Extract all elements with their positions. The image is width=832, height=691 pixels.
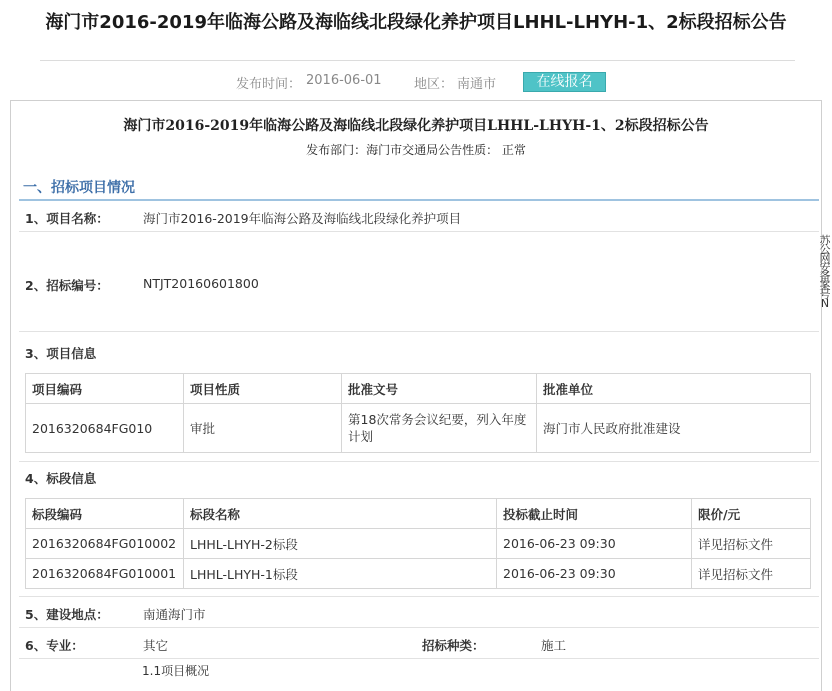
online-signup-button[interactable]: 在线报名 [523,72,606,92]
project-name-label: 1、项目名称： [25,211,109,226]
table-row [26,529,811,559]
row-divider [19,596,819,597]
document-subtitle: 发布部门：海门市交通局公告性质： 正常 [306,143,526,157]
location: 南通海门市 [143,607,206,622]
table-header: 批准文号 [342,374,537,404]
table-cell: 2016-06-23 09:30 [497,529,692,559]
publish-time-label: 发布时间： [236,77,302,92]
lot-info-table [25,498,811,589]
lot-info-label: 4、标段信息 [25,471,97,486]
table-cell: 海门市人民政府批准建设 [537,404,811,453]
table-header: 项目性质 [184,374,342,404]
table-cell: LHHL-LHYH-2标段 [184,529,497,559]
table-header: 标段编码 [26,499,184,529]
document-title: 海门市2016-2019年临海公路及海临线北段绿化养护项目LHHL-LHYH-1、2标段招标公告 [123,118,709,134]
row-divider [19,231,819,232]
table-cell: 审批 [184,404,342,453]
title-divider [40,60,795,61]
row-divider [19,627,819,628]
table-row [26,559,811,589]
page-title: 海门市2016-2019年临海公路及海临线北段绿化养护项目LHHL-LHYH-1、2标段招标公告 [45,12,787,33]
project-info-label: 3、项目信息 [25,346,97,361]
project-name: 海门市2016-2019年临海公路及海临线北段绿化养护项目 [143,211,462,226]
row-divider [19,331,819,332]
section-divider [19,199,819,201]
table-header: 限价/元 [692,499,811,529]
region: 南通市 [457,77,497,92]
project-info-table [25,373,811,453]
announcement-document [10,100,822,691]
table-cell: 2016320684FG010001 [26,559,184,589]
side-record-text: 苏公网安备案号N [819,234,831,310]
bid-type-label: 招标种类： [422,638,485,653]
table-cell: 详见招标文件 [692,559,811,589]
table-cell: 2016320684FG010 [26,404,184,453]
specialty-label: 6、专业： [25,638,84,653]
bid-no: NTJT20160601800 [143,276,259,291]
table-header-row [26,499,811,529]
row-divider [19,461,819,462]
bid-no-label: 2、招标编号： [25,278,109,293]
table-header-row [26,374,811,404]
table-header: 项目编码 [26,374,184,404]
specialty: 其它 [143,638,169,653]
meta-row [0,71,832,91]
table-cell: LHHL-LHYH-1标段 [184,559,497,589]
publish-time: 2016-06-01 [306,73,382,88]
table-header: 批准单位 [537,374,811,404]
section-heading: 一、招标项目情况 [23,180,135,196]
location-label: 5、建设地点： [25,607,109,622]
row-divider [19,658,819,659]
table-header: 投标截止时间 [497,499,692,529]
table-cell: 2016-06-23 09:30 [497,559,692,589]
table-cell: 2016320684FG010002 [26,529,184,559]
table-cell: 第18次常务会议纪要，列入年度计划 [342,404,537,453]
project-overview-heading: 1.1项目概况 [142,664,210,678]
table-cell: 详见招标文件 [692,529,811,559]
table-row [26,404,811,453]
bid-type: 施工 [541,638,567,653]
region-label: 地区： [414,77,454,92]
table-header: 标段名称 [184,499,497,529]
